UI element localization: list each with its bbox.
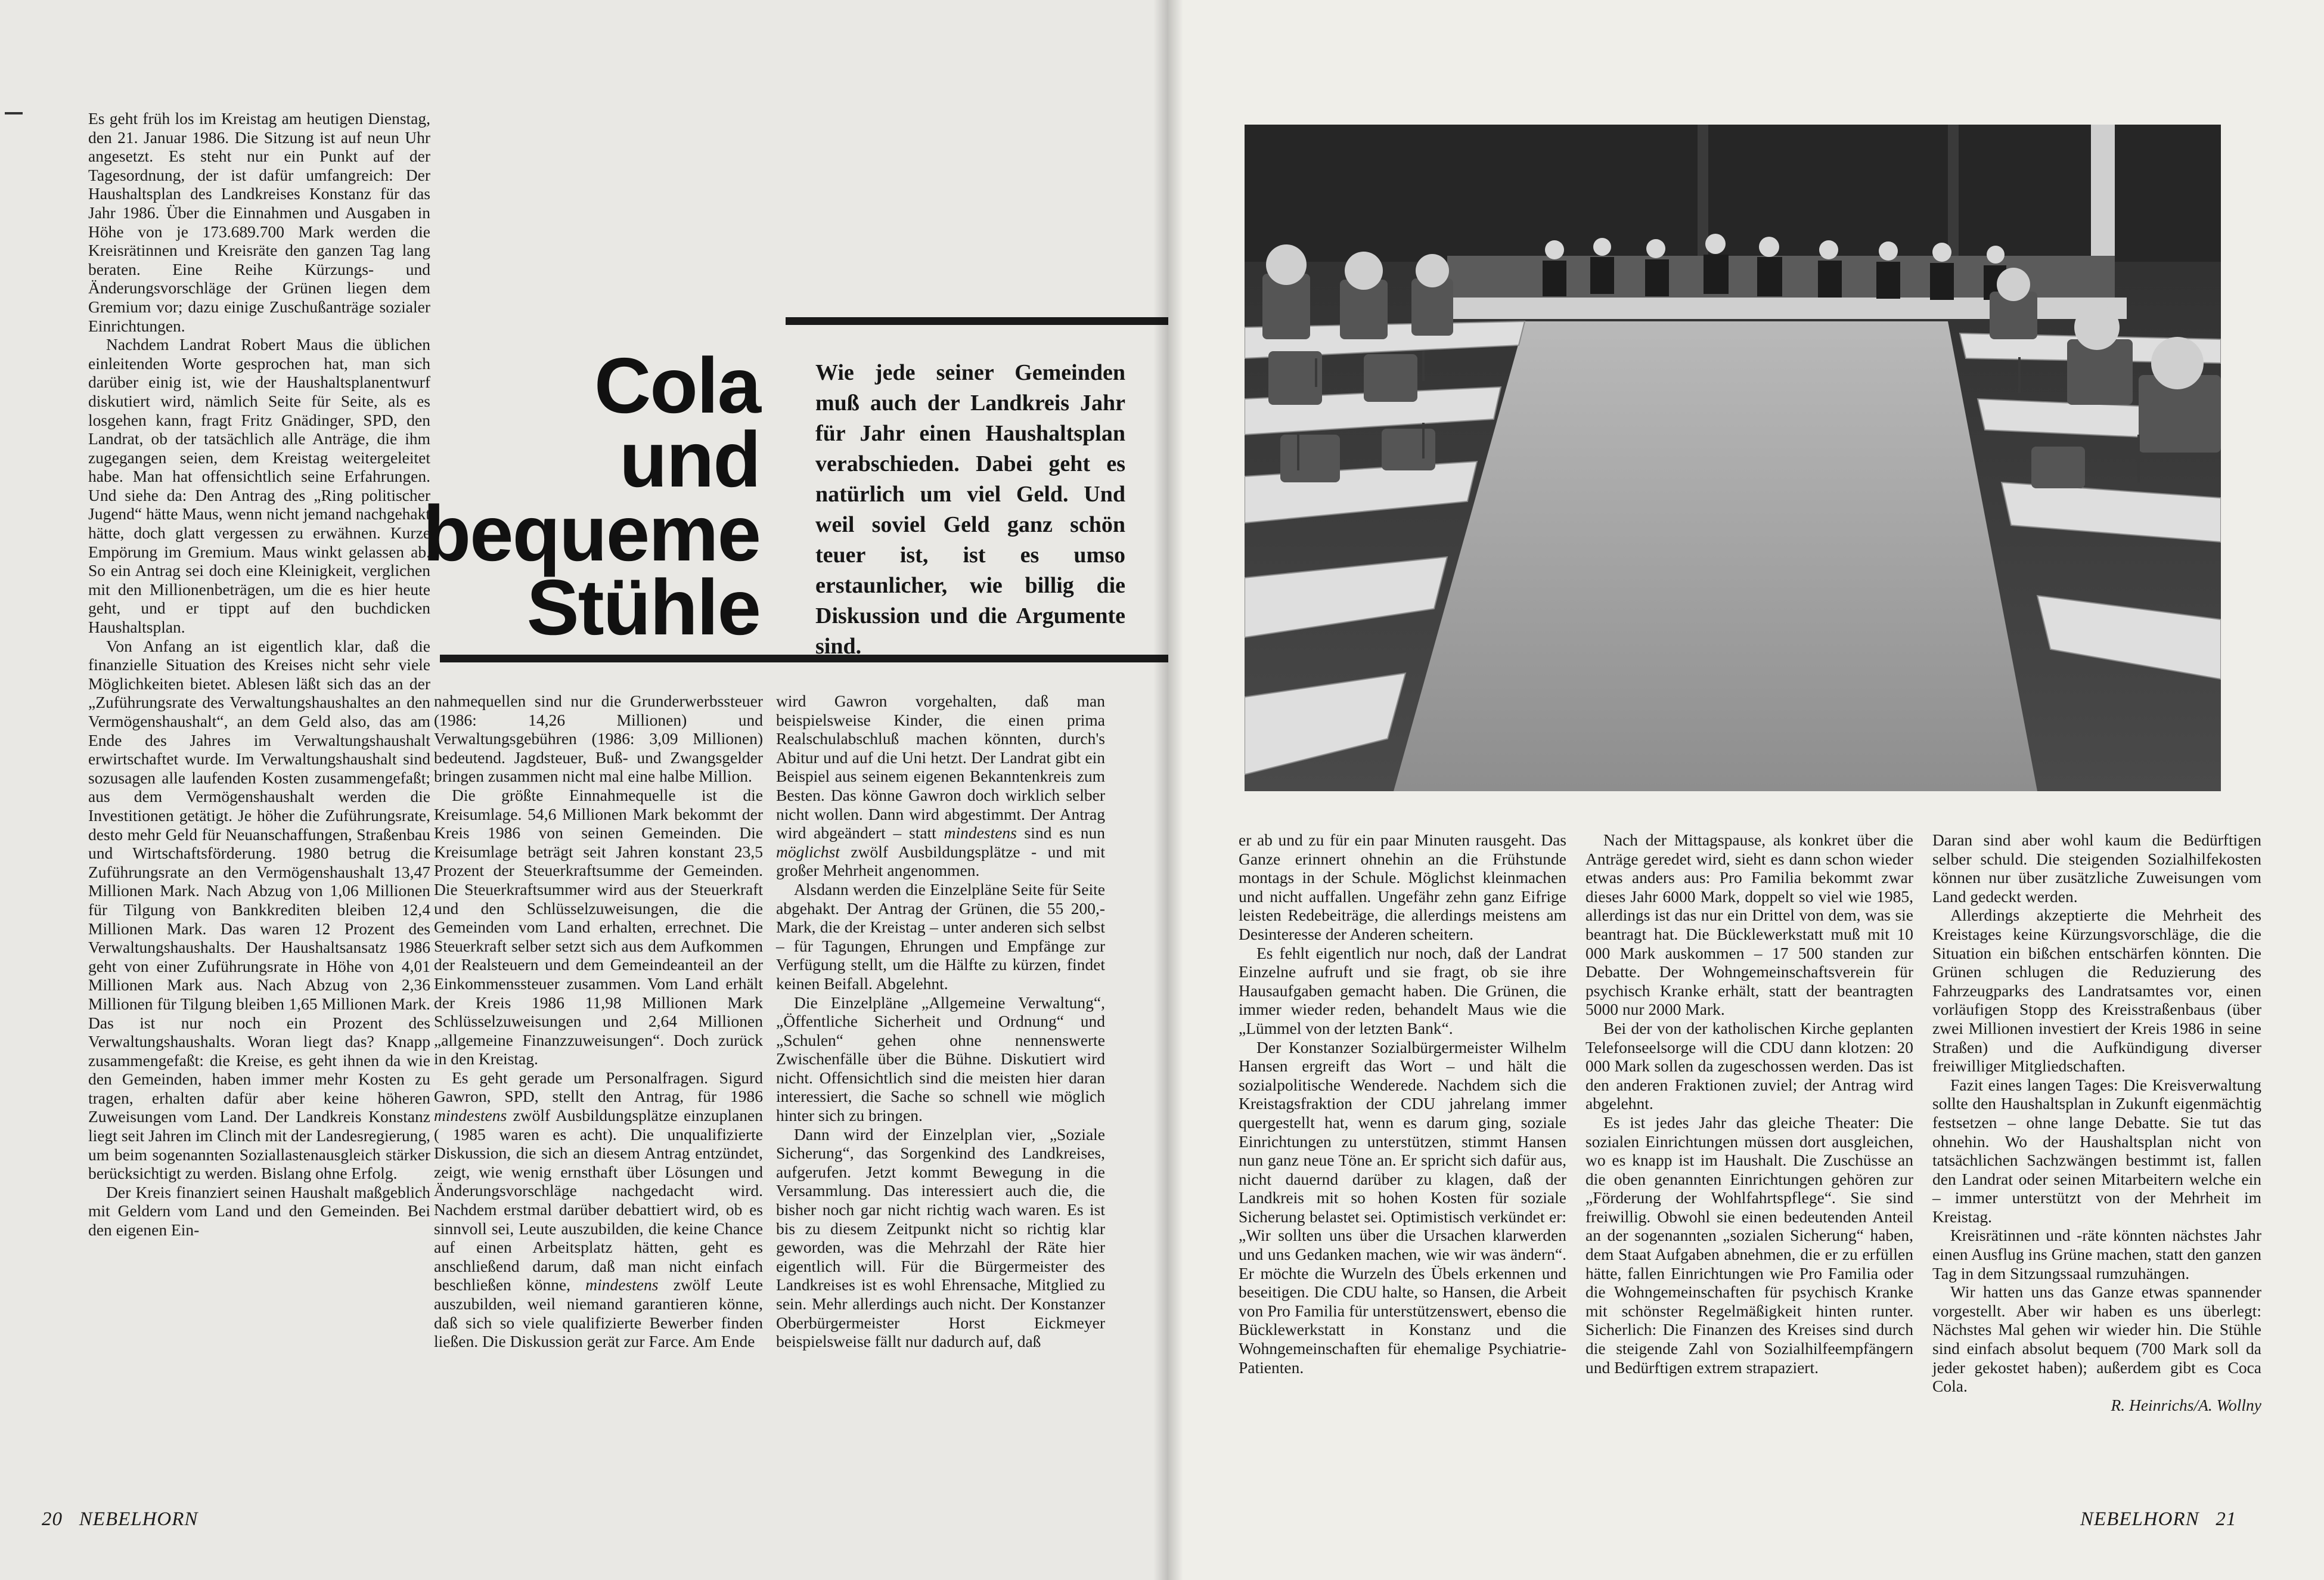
meeting-hall-photo: [1245, 125, 2221, 791]
emphasis: mindestens: [585, 1275, 659, 1294]
column-4: [1239, 831, 1566, 1377]
paragraph: Es geht früh los im Kreistag am heutigen Dienstag, den 21. Januar 1986. Die Sitzung ist auf neun Uhr angesetzt. Es steht nur ein Punkt auf der Tagesordnung, der ist dafür umfangreich: Der Haushaltsplan des Landkreises Konstanz für das Jahr 1986. Über die Einnahmen und Ausgaben in Höhe von je 173.689.700 Mark werden die Kreisrätinnen und Kreisräte den ganzen Tag lang beraten. Eine Reihe Kürzungs- und Änderungsvorschläge der Grünen liegen dem Gremium vor; dazu einige Zuschußanträge sozialer Einrichtungen.: [88, 109, 430, 335]
headline-line: und: [619, 416, 760, 503]
right-page: [1168, 0, 2324, 1580]
paragraph: Der Kreis finanziert seinen Haushalt maßgeblich mit Geldern vom Land und den Gemeinden. Bei den eigenen Ein-: [88, 1182, 430, 1240]
paragraph: Allerdings akzeptierte die Mehrheit des Kreistages keine Kürzungsvorschläge, die die Situation ein bißchen entschärfen könnten. Die Grünen schlugen die Reduzierung des Fahrzeugparks des Landratsamtes vor, einen vorläufigen Stopp des Kreisstraßenbaus (über zwei Millionen investiert der Kreis 1986 in seine Straßen) und die Aufkündigung diverser freiwilliger Mitgliedschaften.: [1932, 906, 2261, 1076]
magazine-title: NEBELHORN: [2080, 1508, 2199, 1530]
headline-line: Stühle: [526, 563, 760, 651]
text-run: wird Gawron vorgehalten, daß man beispielsweise Kinder, die einen prima Realschulabschluß machen könnten, durch's Abitur und auf die Uni hetzt. Der Landrat gibt ein Beispiel aus seinem eigenen Bekanntenkreis zum Besten. Das könne Gawron doch wirklich selber nicht wollen. Dann wird abgestimmt. Der Antrag wird abgeändert – statt: [776, 692, 1105, 842]
rule-top: [786, 317, 1168, 325]
text-run: sind es nun: [1016, 823, 1106, 842]
paragraph: Bei der von der katholischen Kirche geplanten Telefonseelsorge will die CDU dann klotzen: 20 000 Mark sollen da zugeschossen werden. Das ist den anderen Fraktionen zuviel; der Antrag wird abgelehnt.: [1585, 1018, 1913, 1113]
headline-line: Cola: [594, 342, 760, 429]
paragraph: Die Einzelpläne „Allgemeine Verwaltung“, „Öffentliche Sicherheit und Ordnung“ und „Schulen“ gehen ohne nennenswerte Zwischenfälle über die Bühne. Diskutiert wird nicht. Offensichtlich sind die meisten hier daran interessiert, die Sache so schnell wie möglich hinter sich zu bringen.: [776, 993, 1105, 1125]
paragraph: Von Anfang an ist eigentlich klar, daß die finanzielle Situation des Kreises nicht sehr viele Möglichkeiten bietet. Ablesen läßt sich das an der „Zuführungsrate des Verwaltungshaushaltes an den Vermögenshaushalt“, an dem Geld also, das am Ende des Jahres im Verwaltungshaushalt erwirtschaftet wurde. Im Verwaltungshaushalt sind sozusagen alle laufenden Kosten zusammengefaßt; aus dem Vermögenshaushalt werden die Investitionen getätigt. Je höher die Zuführungsrate, desto mehr Geld für Neuanschaffungen, Straßenbau und Wirtschaftsförderung. 1980 betrug die Zuführungsrate an den Vermögenshaushalt 13,47 Millionen Mark. Nach Abzug von 1,06 Millionen für Tilgung von Bankkrediten bleiben 12,4 Millionen Mark. Das waren 12 Prozent des Verwaltungshaushalts. Der Haushaltsansatz 1986 geht von einer Zuführungsrate in Höhe von 4,01 Millionen Mark aus. Nach Abzug von 2,36 Millionen für Tilgung bleiben 1,65 Millionen Mark. Das ist nur noch ein Prozent des Verwaltungshaushalts. Woran liegt das? Knapp zusammengefaßt: die Kreise, es geht ihnen da wie den Gemeinden, haben immer mehr Kosten zu tragen, erhalten dafür aber keine höheren Zuweisungen vom Land. Der Landkreis Konstanz liegt seit Jahren im Clinch mit der Landesregierung, um beim sogenannten Soziallastenausgleich stärker berücksichtigt zu werden. Bislang ohne Erfolg.: [88, 636, 430, 1183]
text-run: zwölf Ausbildungsplätze - und mit großer Mehrheit angenommen.: [776, 842, 1105, 880]
emphasis: möglichst: [776, 842, 840, 861]
paragraph: er ab und zu für ein paar Minuten rausgeht. Das Ganze erinnert ohnehin an die Frühstunde montags in der Schule. Möglichst kleinmachen und nicht auffallen. Ungefähr zehn ganz Eifrige leisten Redebeiträge, die allerdings meistens am Desinteresse der Anderen scheitern.: [1239, 831, 1566, 943]
crop-mark: [5, 112, 23, 114]
column-5: [1585, 831, 1913, 1377]
column-1: [88, 109, 430, 1240]
paragraph: Es fehlt eigentlich nur noch, daß der Landrat Einzelne aufruft und sie fragt, ob sie ihre Hausaufgaben gemacht haben. Die Grünen, die immer wieder reden, behandelt Maus wie die „Lümmel von der letzten Bank“.: [1239, 943, 1566, 1037]
paragraph: Kreisrätinnen und -räte könnten nächstes Jahr einen Ausflug ins Grüne machen, statt den ganzen Tag in dem Sitzungssaal rumzuhängen.: [1932, 1226, 2261, 1282]
byline: R. Heinrichs/A. Wollny: [2111, 1395, 2261, 1414]
magazine-title: NEBELHORN: [79, 1508, 198, 1530]
page-number: 21: [2216, 1508, 2237, 1530]
column-2: [434, 692, 763, 1351]
headline-line: bequeme: [423, 490, 760, 577]
paragraph: Alsdann werden die Einzelpläne Seite für Seite abgehakt. Der Antrag der Grünen, die 55 200,- Mark, die der Kreistag – unter anderen sich selbst – für Tagungen, Ehrungen und Empfänge zur Verfügung stellt, um die Hälfte zu kürzen, findet keinen Beifall. Abgelehnt.: [776, 879, 1105, 993]
paragraph: Wir hatten uns das Ganze etwas spannender vorgestellt. Aber wir haben es uns überlegt: Nächstes Mal gehen wir wieder hin. Die Stühle sind einfach absolut bequem (700 Mark soll da jeder gekostet haben); außerdem gibt es Coca Cola.: [1932, 1282, 2261, 1396]
intro-lead: Wie jede seiner Gemeinden muß auch der Landkreis Jahr für Jahr einen Haushaltsplan verabschieden. Dabei geht es natürlich um viel Geld. Und weil soviel Geld ganz schön teuer ist, ist es umso erstaunlicher, wie billig die Diskussion und die Argumente sind.: [815, 360, 1125, 659]
column-6: [1932, 831, 2261, 1414]
paragraph: Nach der Mittagspause, als konkret über die Anträge geredet wird, sieht es dann schon wieder etwas anders aus: Pro Familia bekommt zwar dieses Jahr 6000 Mark, doppelt so viel wie 1985, allerdings ist das nur ein Drittel von dem, was sie beantragt hat. Die Bücklewerkstatt muß mit 10 000 Mark auskommen – 17 500 standen zur Debatte. Der Wohngemeinschaftsverein für psychisch Kranke erhält, statt der beantragten 5000 nur 2000 Mark.: [1585, 831, 1913, 1019]
paragraph: Fazit eines langen Tages: Die Kreisverwaltung sollte den Haushaltsplan in Zukunft eigenmächtig festsetzen – ohne lange Debatte. Sie tut das ohnehin. Wo der Haushaltsplan nicht von tatsächlichen Sachzwängen bestimmt ist, fallen den Landrat oder seinen Mitarbeitern welche ein – immer unterstützt von der Mehrheit im Kreistag.: [1932, 1075, 2261, 1226]
page-number: 20: [42, 1508, 63, 1530]
column-3: [776, 692, 1105, 1351]
paragraph: Daran sind aber wohl kaum die Bedürftigen selber schuld. Die steigenden Sozialhilfekosten können nur über zusätzliche Zuweisungen vom Land gedeckt werden.: [1932, 831, 2261, 906]
spine-shadow: [1153, 0, 1183, 1580]
paragraph: [776, 692, 1105, 880]
paragraph: Die größte Einnahmequelle ist die Kreisumlage. 54,6 Millionen Mark bekommt der Kreis 1986 von seinen Gemeinden. Die Kreisumlage beträgt seit Jahren konstant 23,5 Prozent der Steuerkraftsumme der Gemeinden. Die Steuerkraftsummer wird aus der Steuerkraft und den Schlüsselzuweisungen, die die Gemeinden vom Land erhalten, errechnet. Die Steuerkraft selber setzt sich aus dem Aufkommen der Realsteuern und dem Gemeindeanteil an der Einkommenssteuer zusammen. Vom Land erhält der Kreis 1986 11,98 Millionen Mark Schlüsselzuweisungen und 2,64 Millionen „allgemeine Finanzzuweisungen“. Doch zurück in den Kreistag.: [434, 785, 763, 1068]
emphasis: mindestens: [434, 1106, 507, 1125]
folio-left: [42, 1508, 198, 1531]
text-run: zwölf Ausbildungsplätze einzuplanen ( 1985 waren es acht). Die unqualifizierte Diskussion, die sich an diesem Antrag entzündet, zeigt, wie wenig ernsthaft über Lösungen und Änderungsvorschläge nachgedacht wird. Nachdem erstmal darüber debattiert wird, ob es sinnvoll sei, Leute auszubilden, die keine Chance auf einen Arbeitsplatz hätten, geht es anschließend darum, daß man nicht einfach beschließen könne,: [434, 1106, 763, 1294]
paragraph: [434, 1068, 763, 1351]
emphasis: mindestens: [944, 823, 1017, 842]
headline: [417, 342, 760, 651]
paragraph: nahmequellen sind nur die Grunderwerbssteuer (1986: 14,26 Millionen) und Verwaltungsgebühren (1986: 3,09 Millionen) bedeutend. Jagdsteuer, Buß- und Zwangsgelder bringen zusammen nicht mal eine halbe Million.: [434, 692, 763, 786]
paragraph: Dann wird der Einzelplan vier, „Soziale Sicherung“, das Sorgenkind des Landkreises, aufgerufen. Jetzt kommt Bewegung in die Versammlung. Das interessiert auch die, die bisher noch gar nicht richtig wach waren. Es ist bis zu diesem Zeitpunkt nicht so richtig klar geworden, was die Mehrzahl der Räte hier eigentlich will. Für die Bürgermeister des Landkreises ist es wohl Ehrensache, Mitglied zu sein. Mehr allerdings auch nicht. Der Konstanzer Oberbürgermeister Horst Eickmeyer beispielsweise fällt nur dadurch auf, daß: [776, 1124, 1105, 1351]
text-run: zwölf Leute auszubilden, weil niemand garantieren könne, daß sich so viele qualifizierte Bewerber finden ließen. Die Diskussion gerät zur Farce. Am Ende: [434, 1275, 764, 1351]
paragraph: Der Konstanzer Sozialbürgermeister Wilhelm Hansen ergreift das Wort – und hält die sozialpolitische Wenderede. Nachdem sich die Kreistagsfraktion der CDU jahrelang immer quergestellt hat, wenn es darum ging, soziale Einrichtungen zu unterstützen, stimmt Hansen nun ganz neue Töne an. Er spricht sich dafür aus, nicht dauernd darüber zu klagen, daß der Landkreis mit so hohen Kosten für soziale Sicherung belastet sei. Optimistisch verkündet er: „Wir sollten uns über die Ursachen klarwerden und uns Gedanken machen, wie wir was ändern“. Er möchte die Wurzeln des Übels erkennen und beseitigen. Die CDU halte, so Hansen, die Arbeit von Pro Familia für unterstützenswert, ebenso die Bücklewerkstatt in Konstanz und die Wohngemeinschaften für ehemalige Psychiatrie-Patienten.: [1239, 1037, 1566, 1377]
text-run: Es geht gerade um Personalfragen. Sigurd Gawron, SPD, stellt den Antrag, für 1986: [434, 1068, 763, 1106]
paragraph: Nachdem Landrat Robert Maus die üblichen einleitenden Worte gesprochen hat, man sich darüber einig ist, wie der Haushaltsplanentwurf diskutiert wird, nämlich Seite für Seite, als es losgehen kann, fragt Fritz Gnädinger, SPD, den Landrat, ob der tatsächlich alle Anträge, die ihm zugegangen seien, dem Kreistag weitergeleitet habe. Man hat offensichtlich seine Erfahrungen. Und siehe da: Den Antrag des „Ring politischer Jugend“ hätte Maus, wenn nicht jemand nachgehakt hätte, doch glatt vergessen zu erwähnen. Kurze Empörung im Gremium. Maus winkt gelassen ab. So ein Antrag sei doch eine Kleinigkeit, verglichen mit den Millionenbeträgen, um die es hier heute geht, und er tippt auf den buchdicken Haushaltsplan.: [88, 335, 430, 637]
folio-right: [2080, 1508, 2236, 1531]
paragraph: Es ist jedes Jahr das gleiche Theater: Die sozialen Einrichtungen müssen dort ausgleichen, wo es knapp ist im Haushalt. Die Zuschüsse an die oben genannten Einrichtungen gehören zur „Förderung der Wohlfahrtspflege“. Sie sind freiwillig. Obwohl sie einen bedeutenden Anteil an der sogenannten „sozialen Sicherung“ haben, dem Staat Aufgaben abnehmen, die er zu erfüllen hätte, fallen Einrichtungen wie Pro Familia oder die Wohngemeinschaften für psychisch Kranke mit schönster Regelmäßigkeit hinten runter. Sicherlich: Die Finanzen des Kreises sind durch die steigende Zahl von Sozialhilfeempfängern und Bedürftigen extrem strapaziert.: [1585, 1113, 1913, 1377]
